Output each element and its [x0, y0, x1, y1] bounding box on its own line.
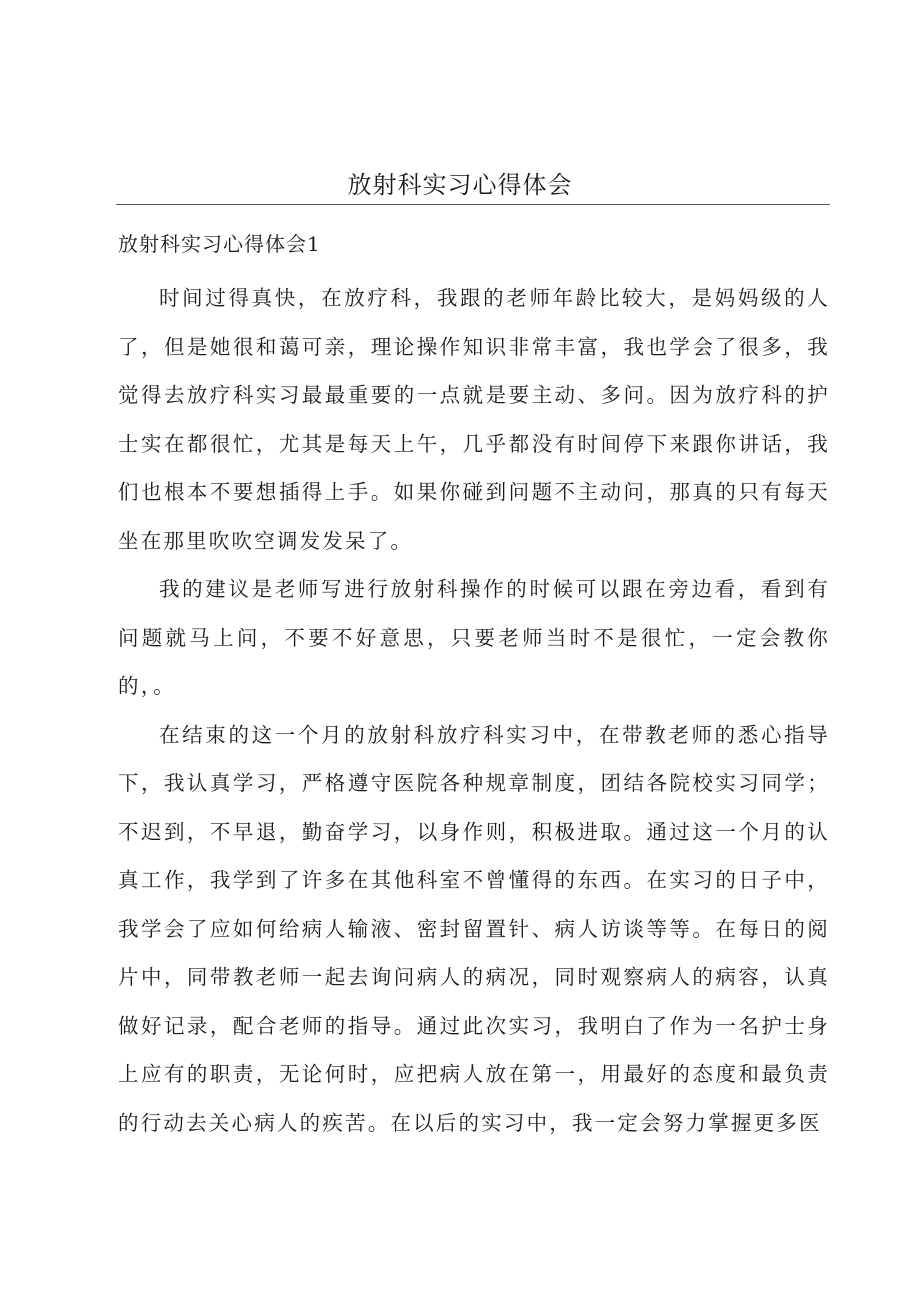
paragraph-1: 时间过得真快，在放疗科，我跟的老师年龄比较大，是妈妈级的人了，但是她很和蔼可亲，理论操作知识非常丰富，我也学会了很多，我觉得去放疗科实习最最重要的一点就是要主动、多问。因为放疗科的护士实在都很忙，尤其是每天上午，几乎都没有时间停下来跟你讲话，我们也根本不要想插得上手。如果你碰到问题不主动问，那真的只有每天坐在那里吹吹空调发发呆了。 — [118, 286, 830, 553]
title-divider — [116, 204, 830, 205]
document-body — [118, 226, 830, 1147]
document-title: 放射科实习心得体会 — [347, 171, 573, 199]
paragraph-3: 在结束的这一个月的放射科放疗科实习中，在带教老师的悉心指导下，我认真学习，严格遵守医院各种规章制度，团结各院校实习同学；不迟到，不早退，勤奋学习，以身作则，积极进取。通过这一个月的认真工作，我学到了许多在其他科室不曾懂得的东西。在实习的日子中，我学会了应如何给病人输液、密封留置针、病人访谈等等。在每日的阅片中，同带教老师一起去询问病人的病况，同时观察病人的病容，认真做好记录，配合老师的指导。通过此次实习，我明白了作为一名护士身上应有的职责，无论何时，应把病人放在第一，用最好的态度和最负责的行动去关心病人的疾苦。在以后的实习中，我一定会努力掌握更多医 — [118, 722, 830, 1135]
section-heading: 放射科实习心得体会1 — [118, 232, 321, 256]
paragraph-2: 我的建议是老师写进行放射科操作的时候可以跟在旁边看，看到有问题就马上问，不要不好意思，只要老师当时不是很忙，一定会教你的，。 — [118, 577, 830, 698]
